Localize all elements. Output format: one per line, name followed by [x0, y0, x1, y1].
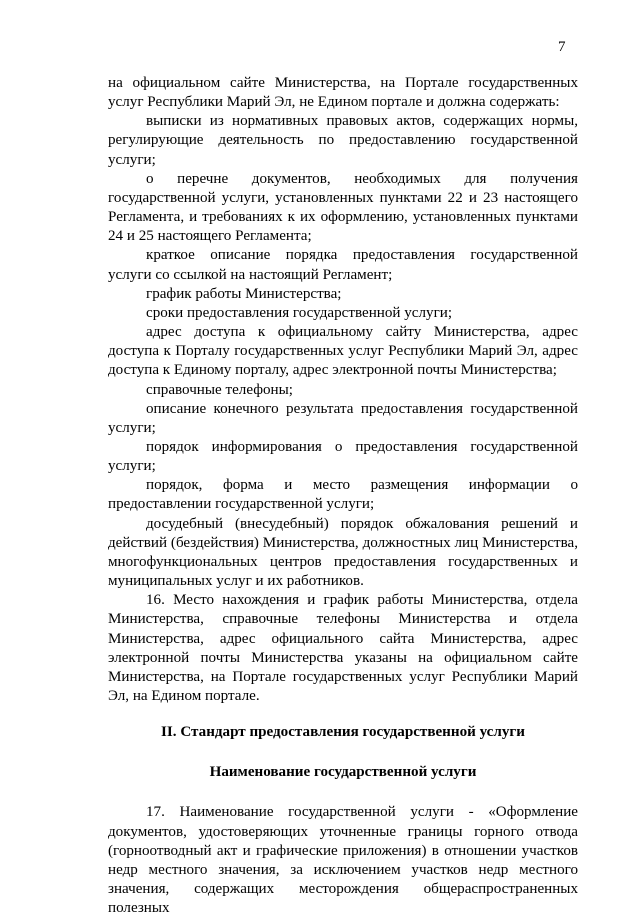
section-heading: II. Стандарт предоставления государственной услуги: [161, 724, 525, 741]
paragraph-17: 17. Наименование государственной услуги - «Оформление документов, удостоверяющих уточненные границы горного отвода (горноотводный акт и графические приложения) в отношении участков недр местного значения, за исключением участков недр местного значения, содержащих месторождения общераспространенных полезных: [108, 804, 578, 917]
paragraph-list-item-informing-order: порядок информирования о предоставления государственной услуги;: [108, 438, 578, 475]
paragraph-list-item-final-result: описание конечного результата предоставления государственной услуги;: [108, 400, 578, 436]
paragraph-list-item-addresses: адрес доступа к официальному сайту Министерства, адрес доступа к Порталу государственных услуг Республики Марий Эл, адрес доступа к Единому порталу, адрес электронной почты Министерства;: [108, 324, 578, 379]
paragraph-list-item-short-description: краткое описание порядка предоставления государственной услуги со ссылкой на настоящий Регламент;: [108, 247, 578, 283]
paragraph-list-item-terms: сроки предоставления государственной услуги;: [146, 304, 453, 321]
page-number: 7: [558, 39, 566, 55]
paragraph-list-item-extracts: выписки из нормативных правовых актов, содержащих нормы, регулирующие деятельность по предоставлению государственной услуги;: [108, 113, 578, 168]
paragraph-list-item-schedule: график работы Министерства;: [146, 285, 342, 302]
paragraph-list-item-phones: справочные телефоны;: [146, 381, 293, 398]
paragraph-list-item-placement: порядок, форма и место размещения информации о предоставлении государственной услуги;: [108, 477, 578, 513]
document-body: [108, 74, 578, 918]
paragraph-16: 16. Место нахождения и график работы Министерства, отдела Министерства, справочные телефоны Министерства и отдела Министерства, адрес официального сайта Министерства, адрес электронной почты Министерства указаны на официальном сайте Министерства, на Портале государственных услуг Республики Марий Эл, на Едином портале.: [108, 592, 578, 704]
paragraph-list-item-appeal: досудебный (внесудебный) порядок обжалования решений и действий (бездействия) Министерства, должностных лиц Министерства, многофункциональных центров предоставления государственных и муниципальных услуг и их работников.: [108, 515, 578, 590]
subsection-heading: Наименование государственной услуги: [209, 764, 477, 781]
paragraph-list-item-documents: о перечне документов, необходимых для получения государственной услуги, установленных пунктами 22 и 23 настоящего Регламента, и требованиях к их оформлению, установленных пунктами 24 и 25 настоящего Регламента;: [108, 170, 578, 245]
paragraph-intro-continuation: на официальном сайте Министерства, на Портале государственных услуг Республики Марий Эл, не Едином портале и должна содержать:: [108, 75, 578, 111]
